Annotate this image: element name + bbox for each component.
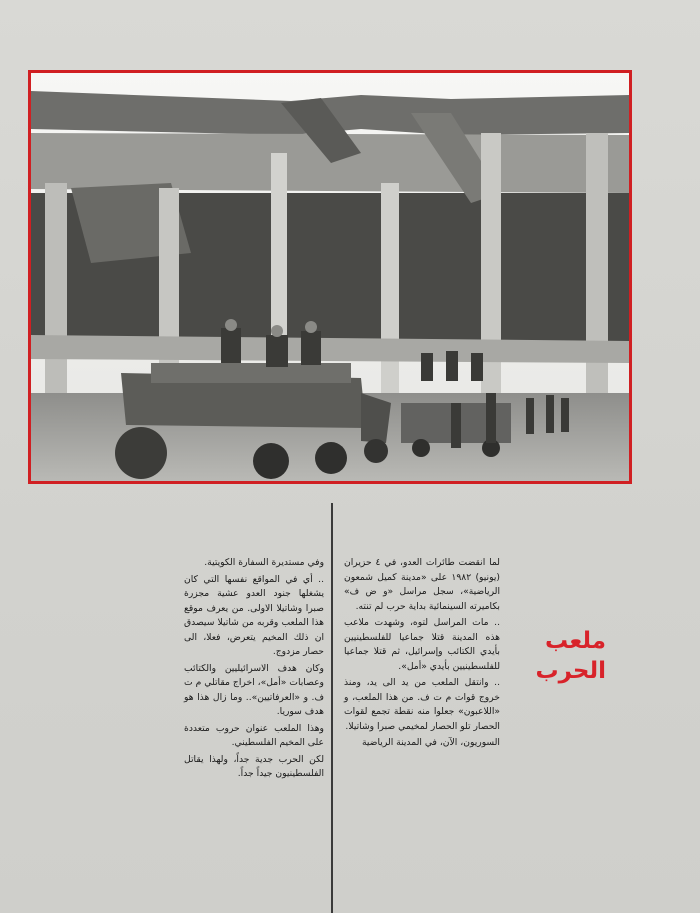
paragraph: .. وانتقل الملعب من يد الى يد، ومنذ خروج قوات م ت ف. من هذا الملعب، و «اللاعبون» جعلوا منه نقطة تجمع لقوات الحصار تلو الحصار لمخيمي صبرا وشاتيلا. xyxy=(344,677,500,732)
stadium-ruins-image xyxy=(31,73,629,481)
paragraph: وكان هدف الاسرائيليين والكتائب وعصابات «أمل»، اخراج مقاتلي م ت ف. و «العرفاتيين».. وما زال هذا هو هدف سوريا. xyxy=(184,662,324,717)
war-photo xyxy=(28,70,632,484)
article-column-left xyxy=(184,556,324,784)
paragraph: .. أي في المواقع نفسها التي كان يشغلها جنود العدو عشية مجزرة صبرا وشاتيلا الاولى. من يعرف موقع هذا الملعب وقربه من شاتيلا سيصدق ان ذلك المخيم يتعرض، فعلا، الى حصار مزدوج. xyxy=(184,573,324,657)
article-column-right xyxy=(344,556,500,753)
paragraph: .. مات المراسل لتوه، وشهدت ملاعب هذه المدينة قتلا جماعيا للفلسطينيين بأيدي الكتائب وإسرائيل، ثم قتلا جماعيا للفلسطينيين بأيدي «أمل». xyxy=(344,617,500,672)
paragraph: وهذا الملعب عنوان حروب متعددة على المخيم الفلسطيني. xyxy=(184,722,324,748)
paragraph: السوريون، الآن، في المدينة الرياضية xyxy=(361,737,500,748)
paragraph: لما انقضت طائرات العدو، في ٤ حزيران (يونيو) ١٩٨٢ على «مدينة كميل شمعون الرياضية»، سجل مراسل «و ض ف» بكاميرته السينمائية بداية حرب لم تنته. xyxy=(344,557,500,612)
column-divider xyxy=(331,503,333,913)
paragraph: وفي مستديرة السفارة الكويتية. xyxy=(204,557,324,568)
article-title: ملعب الحرب xyxy=(535,628,606,684)
paragraph: لكن الحرب جدية جداً، ولهذا يقاتل الفلسطينيون جيداً جداً. xyxy=(184,753,324,779)
